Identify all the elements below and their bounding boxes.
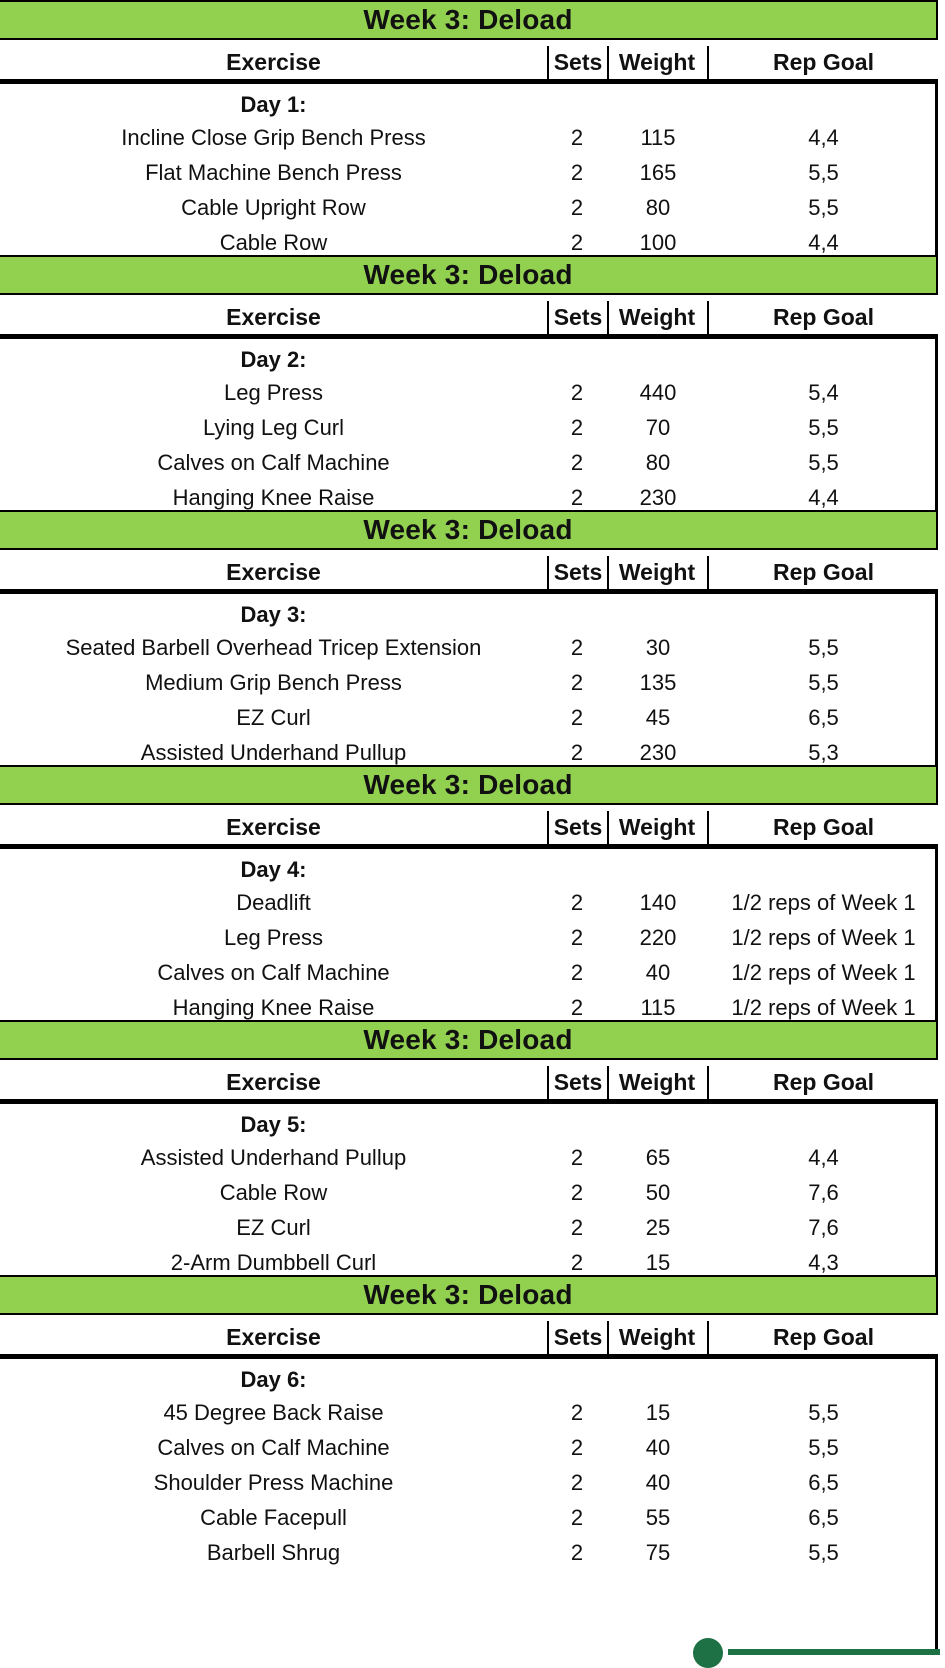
cell-weight: 30 (645, 635, 671, 660)
day-body (0, 84, 938, 259)
week-block (0, 1275, 940, 1655)
cell-sets: 2 (570, 450, 584, 475)
header-exercise: Exercise (226, 304, 321, 330)
cell-exercise: Deadlift (236, 890, 311, 915)
cell-rep-goal: 6,5 (808, 1470, 839, 1495)
cell-sets: 2 (570, 160, 584, 185)
cell-rep-goal: 6,5 (808, 705, 839, 730)
cell-sets: 2 (570, 1470, 584, 1495)
table-row[interactable] (0, 1210, 938, 1245)
header-rep-goal: Rep Goal (773, 1324, 874, 1350)
cell-exercise: Calves on Calf Machine (157, 450, 390, 475)
day-body (0, 1359, 938, 1655)
week-block (0, 510, 940, 769)
cell-weight: 75 (645, 1540, 671, 1565)
cell-weight: 165 (639, 160, 677, 185)
column-header-row (0, 811, 938, 849)
cell-sets: 2 (570, 740, 584, 765)
header-sets: Sets (547, 811, 609, 844)
header-weight: Weight (607, 811, 709, 844)
day-label: Day 3: (240, 602, 307, 627)
cell-sets: 2 (570, 890, 584, 915)
header-exercise: Exercise (226, 1324, 321, 1350)
table-row[interactable] (0, 955, 938, 990)
cell-sets: 2 (570, 960, 584, 985)
week-title: Week 3: Deload (0, 255, 938, 295)
cell-exercise: Leg Press (223, 925, 324, 950)
cell-weight: 40 (645, 960, 671, 985)
cell-weight: 230 (639, 740, 677, 765)
column-header-row (0, 1066, 938, 1104)
table-row[interactable] (0, 1430, 938, 1465)
cell-rep-goal: 5,5 (808, 670, 839, 695)
header-weight: Weight (607, 301, 709, 334)
cell-weight: 40 (645, 1435, 671, 1460)
cell-sets: 2 (570, 1400, 584, 1425)
cell-rep-goal: 5,5 (808, 415, 839, 440)
cell-weight: 40 (645, 1470, 671, 1495)
cell-weight: 25 (645, 1215, 671, 1240)
header-sets: Sets (547, 1321, 609, 1354)
week-title: Week 3: Deload (0, 1275, 938, 1315)
header-sets: Sets (547, 556, 609, 589)
cell-weight: 140 (639, 890, 677, 915)
table-row[interactable] (0, 1535, 938, 1570)
cell-rep-goal: 5,5 (808, 1540, 839, 1565)
cell-rep-goal: 4,3 (808, 1250, 839, 1275)
table-row[interactable] (0, 410, 938, 445)
day-label: Day 5: (240, 1112, 307, 1137)
cell-sets: 2 (570, 995, 584, 1020)
header-weight: Weight (607, 1066, 709, 1099)
cell-exercise: Cable Row (219, 230, 328, 255)
cell-rep-goal: 1/2 reps of Week 1 (731, 890, 916, 915)
cell-sets: 2 (570, 1145, 584, 1170)
table-row[interactable] (0, 630, 938, 665)
cell-weight: 15 (645, 1250, 671, 1275)
header-exercise: Exercise (226, 814, 321, 840)
cell-exercise: 2-Arm Dumbbell Curl (170, 1250, 377, 1275)
cell-weight: 135 (639, 670, 677, 695)
cell-rep-goal: 5,5 (808, 450, 839, 475)
column-header-row (0, 556, 938, 594)
table-row[interactable] (0, 700, 938, 735)
cell-rep-goal: 4,4 (808, 1145, 839, 1170)
cell-exercise: Hanging Knee Raise (172, 485, 375, 510)
table-row[interactable] (0, 445, 938, 480)
table-row[interactable] (0, 1140, 938, 1175)
cell-sets: 2 (570, 1180, 584, 1205)
week-title: Week 3: Deload (0, 510, 938, 550)
header-exercise: Exercise (226, 49, 321, 75)
table-row[interactable] (0, 155, 938, 190)
cell-sets: 2 (570, 705, 584, 730)
cell-exercise: Cable Upright Row (181, 195, 366, 220)
cell-weight: 230 (639, 485, 677, 510)
day-label: Day 2: (240, 347, 307, 372)
cell-sets: 2 (570, 125, 584, 150)
cell-rep-goal: 5,5 (808, 1400, 839, 1425)
cell-sets: 2 (570, 485, 584, 510)
cell-rep-goal: 5,3 (808, 740, 839, 765)
week-block (0, 255, 940, 514)
table-row[interactable] (0, 120, 938, 155)
cell-weight: 70 (645, 415, 671, 440)
cell-weight: 115 (640, 995, 676, 1020)
cell-sets: 2 (570, 195, 584, 220)
cell-rep-goal: 7,6 (808, 1215, 839, 1240)
week-title: Week 3: Deload (0, 1020, 938, 1060)
header-sets: Sets (547, 46, 609, 79)
header-sets: Sets (547, 301, 609, 334)
day-label: Day 6: (240, 1367, 307, 1392)
column-header-row (0, 1321, 938, 1359)
header-exercise: Exercise (226, 559, 321, 585)
cell-rep-goal: 6,5 (808, 1505, 839, 1530)
cell-exercise: Assisted Underhand Pullup (140, 740, 407, 765)
cell-sets: 2 (570, 635, 584, 660)
table-row[interactable] (0, 885, 938, 920)
cell-exercise: Leg Press (223, 380, 324, 405)
cell-exercise: Incline Close Grip Bench Press (121, 125, 426, 150)
header-rep-goal: Rep Goal (773, 49, 874, 75)
cell-sets: 2 (570, 1540, 584, 1565)
cell-exercise: Shoulder Press Machine (153, 1470, 394, 1495)
cell-sets: 2 (570, 380, 584, 405)
header-exercise: Exercise (226, 1069, 321, 1095)
day-body (0, 849, 938, 1024)
day-label: Day 1: (240, 92, 307, 117)
cell-sets: 2 (570, 925, 584, 950)
table-row[interactable] (0, 920, 938, 955)
cell-sets: 2 (570, 670, 584, 695)
table-row[interactable] (0, 665, 938, 700)
cell-rep-goal: 4,4 (808, 485, 839, 510)
cell-exercise: Cable Facepull (200, 1505, 347, 1530)
header-sets: Sets (547, 1066, 609, 1099)
cell-sets: 2 (570, 230, 584, 255)
cell-rep-goal: 1/2 reps of Week 1 (731, 995, 916, 1020)
cell-exercise: Medium Grip Bench Press (145, 670, 402, 695)
week-block (0, 0, 940, 259)
cell-rep-goal: 5,5 (808, 1435, 839, 1460)
cell-weight: 55 (645, 1505, 671, 1530)
day-body (0, 339, 938, 514)
cell-rep-goal: 1/2 reps of Week 1 (731, 960, 916, 985)
sheet-tab-indicator-icon[interactable] (693, 1638, 723, 1668)
day-body (0, 1104, 938, 1279)
cell-rep-goal: 4,4 (808, 125, 839, 150)
cell-sets: 2 (570, 415, 584, 440)
cell-exercise: Lying Leg Curl (202, 415, 345, 440)
header-rep-goal: Rep Goal (773, 814, 874, 840)
header-rep-goal: Rep Goal (773, 559, 874, 585)
table-row[interactable] (0, 190, 938, 225)
cell-weight: 115 (640, 125, 676, 150)
cell-exercise: EZ Curl (236, 705, 311, 730)
cell-exercise: Barbell Shrug (206, 1540, 341, 1565)
header-weight: Weight (607, 46, 709, 79)
cell-rep-goal: 4,4 (808, 230, 839, 255)
cell-weight: 80 (645, 195, 671, 220)
day-label: Day 4: (240, 857, 307, 882)
cell-exercise: Cable Row (219, 1180, 328, 1205)
cell-weight: 50 (645, 1180, 671, 1205)
column-header-row (0, 301, 938, 339)
cell-weight: 65 (645, 1145, 671, 1170)
week-title: Week 3: Deload (0, 0, 938, 40)
cell-rep-goal: 7,6 (808, 1180, 839, 1205)
cell-rep-goal: 1/2 reps of Week 1 (731, 925, 916, 950)
week-block (0, 765, 940, 1024)
cell-sets: 2 (570, 1505, 584, 1530)
header-rep-goal: Rep Goal (773, 1069, 874, 1095)
cell-sets: 2 (570, 1250, 584, 1275)
cell-sets: 2 (570, 1215, 584, 1240)
cell-rep-goal: 5,5 (808, 635, 839, 660)
week-title: Week 3: Deload (0, 765, 938, 805)
header-weight: Weight (607, 556, 709, 589)
cell-rep-goal: 5,5 (808, 195, 839, 220)
cell-weight: 45 (645, 705, 671, 730)
cell-weight: 440 (639, 380, 677, 405)
cell-exercise: Calves on Calf Machine (157, 1435, 390, 1460)
cell-exercise: 45 Degree Back Raise (163, 1400, 384, 1425)
cell-sets: 2 (570, 1435, 584, 1460)
header-rep-goal: Rep Goal (773, 304, 874, 330)
cell-exercise: Hanging Knee Raise (172, 995, 375, 1020)
cell-weight: 100 (639, 230, 677, 255)
cell-rep-goal: 5,4 (808, 380, 839, 405)
column-header-row (0, 46, 938, 84)
table-row[interactable] (0, 1465, 938, 1500)
week-block (0, 1020, 940, 1279)
cell-exercise: Flat Machine Bench Press (145, 160, 402, 185)
cell-exercise: EZ Curl (236, 1215, 311, 1240)
cell-rep-goal: 5,5 (808, 160, 839, 185)
cell-exercise: Seated Barbell Overhead Tricep Extension (65, 635, 482, 660)
table-row[interactable] (0, 1500, 938, 1535)
day-body (0, 594, 938, 769)
cell-exercise: Assisted Underhand Pullup (140, 1145, 407, 1170)
cell-weight: 15 (645, 1400, 671, 1425)
table-row[interactable] (0, 1175, 938, 1210)
sheet-tab-bar[interactable] (728, 1649, 940, 1655)
cell-weight: 220 (639, 925, 677, 950)
cell-exercise: Calves on Calf Machine (157, 960, 390, 985)
cell-weight: 80 (645, 450, 671, 475)
table-row[interactable] (0, 375, 938, 410)
table-row[interactable] (0, 1395, 938, 1430)
header-weight: Weight (607, 1321, 709, 1354)
